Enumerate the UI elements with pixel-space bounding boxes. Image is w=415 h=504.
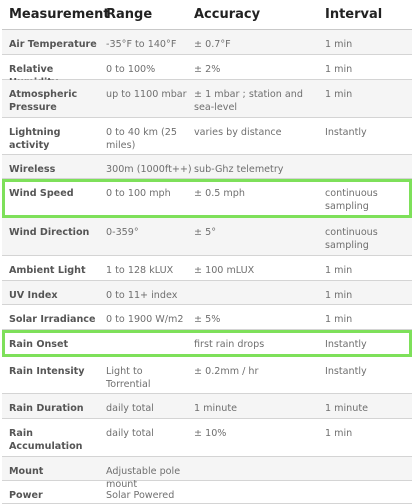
- cell-accuracy: ± 5°: [194, 227, 216, 238]
- table-row-rain-duration: [2, 394, 412, 419]
- cell-accuracy: ± 2%: [194, 64, 221, 75]
- cell-range: 1 to 128 kLUX: [106, 265, 174, 276]
- cell-interval: 1 minute: [325, 403, 368, 414]
- table-row-atmospheric-pressure: [2, 80, 412, 118]
- table-row-uv-index: [2, 281, 412, 305]
- cell-measurement: Wireless: [9, 164, 56, 175]
- cell-accuracy: 1 minute: [194, 403, 237, 414]
- table-row-solar-irradiance: [2, 305, 412, 330]
- header-measurement: Measurement: [9, 7, 110, 22]
- table-row-power: [2, 481, 412, 504]
- cell-accuracy: ± 1 mbar ; station and sea-level: [194, 89, 303, 113]
- header-accuracy: Accuracy: [194, 7, 261, 22]
- cell-accuracy: first rain drops: [194, 339, 265, 350]
- table-row-air-temperature: [2, 30, 412, 55]
- cell-measurement: Atmospheric Pressure: [9, 89, 78, 113]
- cell-measurement: Rain Onset: [9, 339, 69, 350]
- table-row-rain-accumulation: [2, 419, 412, 457]
- cell-interval: 1 min: [325, 39, 353, 50]
- cell-range: 0-359°: [106, 227, 139, 238]
- cell-interval: continuous sampling: [325, 227, 378, 251]
- cell-interval: Instantly: [325, 366, 367, 377]
- cell-measurement: Ambient Light: [9, 265, 86, 276]
- table-row-rain-onset: [2, 330, 412, 357]
- cell-range: Solar Powered: [106, 490, 175, 501]
- table-row-mount: [2, 457, 412, 490]
- cell-accuracy: varies by distance: [194, 127, 282, 138]
- cell-measurement: Wind Direction: [9, 227, 90, 238]
- cell-range: 0 to 1900 W/m2: [106, 314, 184, 325]
- table-header-row: [2, 0, 412, 30]
- cell-range: 0 to 100 mph: [106, 188, 171, 199]
- cell-measurement: Power: [9, 490, 43, 501]
- cell-interval: 1 min: [325, 290, 353, 301]
- header-range: Range: [106, 7, 153, 22]
- cell-measurement: Air Temperature: [9, 39, 97, 50]
- specifications-table: [2, 0, 412, 504]
- cell-range: 0 to 11+ index: [106, 290, 178, 301]
- cell-measurement: Mount: [9, 466, 44, 477]
- cell-measurement: UV Index: [9, 290, 58, 301]
- cell-interval: 1 min: [325, 265, 353, 276]
- table-row-rain-intensity: [2, 357, 412, 394]
- table-row-relative-humidity: [2, 55, 412, 80]
- cell-measurement: Rain Duration: [9, 403, 84, 414]
- cell-interval: 1 min: [325, 64, 353, 75]
- table-row-lightning-activity: [2, 118, 412, 155]
- cell-interval: continuous sampling: [325, 188, 378, 212]
- cell-accuracy: ± 10%: [194, 428, 227, 439]
- table-row-wind-speed: [2, 179, 412, 218]
- cell-measurement: Relative: [9, 64, 54, 75]
- cell-interval: 1 min: [325, 89, 353, 100]
- cell-range: daily total: [106, 403, 154, 414]
- cell-accuracy: ± 5%: [194, 314, 221, 325]
- cell-range: -35°F to 140°F: [106, 39, 177, 50]
- cell-accuracy: ± 0.7°F: [194, 39, 231, 50]
- cell-accuracy: ± 100 mLUX: [194, 265, 255, 276]
- table-row-wind-direction: [2, 218, 412, 256]
- cell-interval: 1 min: [325, 314, 353, 325]
- cell-range: 0 to 40 km (25 miles): [106, 127, 177, 151]
- cell-range: Adjustable pole mount: [106, 466, 181, 490]
- cell-measurement: Wind Speed: [9, 188, 74, 199]
- table-row-ambient-light: [2, 256, 412, 281]
- cell-accuracy: sub-Ghz telemetry: [194, 164, 284, 175]
- header-interval: Interval: [325, 7, 383, 22]
- cell-range: 0 to 100%: [106, 64, 156, 75]
- cell-interval: Instantly: [325, 339, 367, 350]
- cell-accuracy: ± 0.5 mph: [194, 188, 245, 199]
- cell-measurement: Solar Irradiance: [9, 314, 96, 325]
- cell-range: 300m (1000ft++): [106, 164, 192, 175]
- cell-range: daily total: [106, 428, 154, 439]
- cell-measurement: Rain Accumulation: [9, 428, 83, 452]
- cell-range: Light to Torrential: [106, 366, 151, 390]
- cell-measurement: Lightning activity: [9, 127, 61, 151]
- cell-accuracy: ± 0.2mm / hr: [194, 366, 259, 377]
- cell-interval: 1 min: [325, 428, 353, 439]
- cell-measurement: Rain Intensity: [9, 366, 85, 377]
- cell-range: up to 1100 mbar: [106, 89, 187, 100]
- cell-interval: Instantly: [325, 127, 367, 138]
- table-row-wireless: [2, 155, 412, 179]
